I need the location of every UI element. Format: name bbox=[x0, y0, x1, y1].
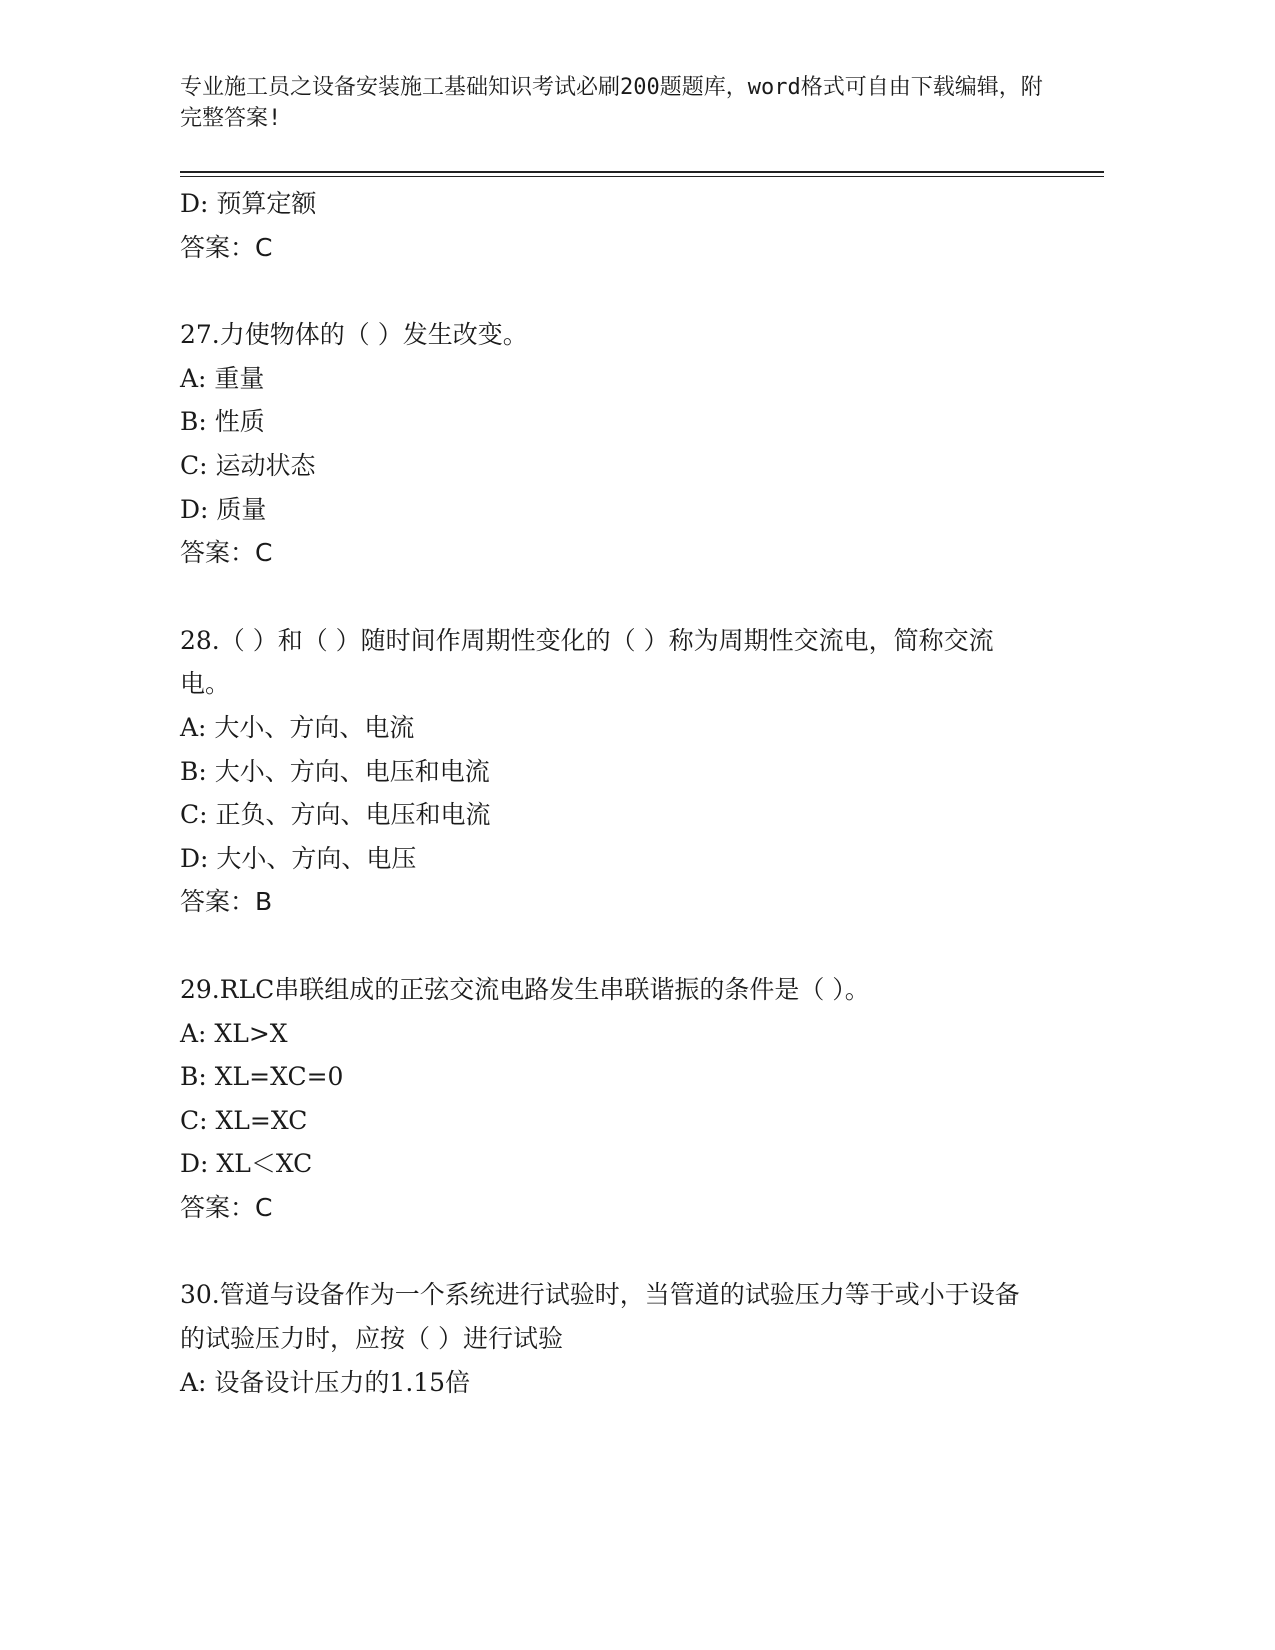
header-rule-thin bbox=[180, 176, 1104, 177]
question-27 bbox=[180, 313, 1030, 575]
answer-line: 答案：C bbox=[180, 538, 273, 568]
question-29 bbox=[180, 968, 1030, 1230]
answer-line: 答案：B bbox=[180, 887, 273, 917]
option-b: B: 大小、方向、电压和电流 bbox=[180, 756, 490, 786]
option-d: D: 质量 bbox=[180, 494, 267, 524]
option-c: C: 正负、方向、电压和电流 bbox=[180, 800, 491, 830]
question-stem: 30.管道与设备作为一个系统进行试验时，当管道的试验压力等于或小于设备的试验压力时，应按（ ）进行试验 bbox=[180, 1280, 1020, 1354]
question-stem: 27.力使物体的（ ）发生改变。 bbox=[180, 320, 528, 350]
option-a: A: 重量 bbox=[180, 363, 265, 393]
option-a: A: 设备设计压力的1.15倍 bbox=[180, 1367, 471, 1397]
spacer bbox=[180, 575, 1030, 619]
option-c: C: 运动状态 bbox=[180, 450, 316, 480]
option-a: A: XL>X bbox=[180, 1018, 288, 1048]
document-content bbox=[180, 182, 1030, 1404]
question-stem: 29.RLC串联组成的正弦交流电路发生串联谐振的条件是（ ）。 bbox=[180, 974, 870, 1004]
option-c: C: XL=XC bbox=[180, 1105, 308, 1135]
spacer bbox=[180, 1229, 1030, 1273]
spacer bbox=[180, 924, 1030, 968]
option-d: D: 大小、方向、电压 bbox=[180, 843, 417, 873]
option-d: D: 预算定额 bbox=[180, 189, 317, 218]
option-a: A: 大小、方向、电流 bbox=[180, 712, 415, 742]
answer-line: 答案：C bbox=[180, 232, 273, 262]
question-28 bbox=[180, 619, 1030, 924]
header-rule-thick bbox=[180, 171, 1104, 173]
question-30 bbox=[180, 1273, 1030, 1404]
option-b: B: 性质 bbox=[180, 407, 265, 437]
question-stem: 28.（ ）和（ ）随时间作周期性变化的（ ）称为周期性交流电，简称交流电。 bbox=[180, 625, 994, 699]
answer-line: 答案：C bbox=[180, 1192, 273, 1222]
option-b: B: XL=XC=0 bbox=[180, 1062, 344, 1092]
spacer bbox=[180, 269, 1030, 313]
page-header-title: 专业施工员之设备安装施工基础知识考试必刷200题题库，word格式可自由下载编辑，附完整答案! bbox=[180, 75, 1043, 131]
option-d: D: XL＜XC bbox=[180, 1149, 313, 1179]
